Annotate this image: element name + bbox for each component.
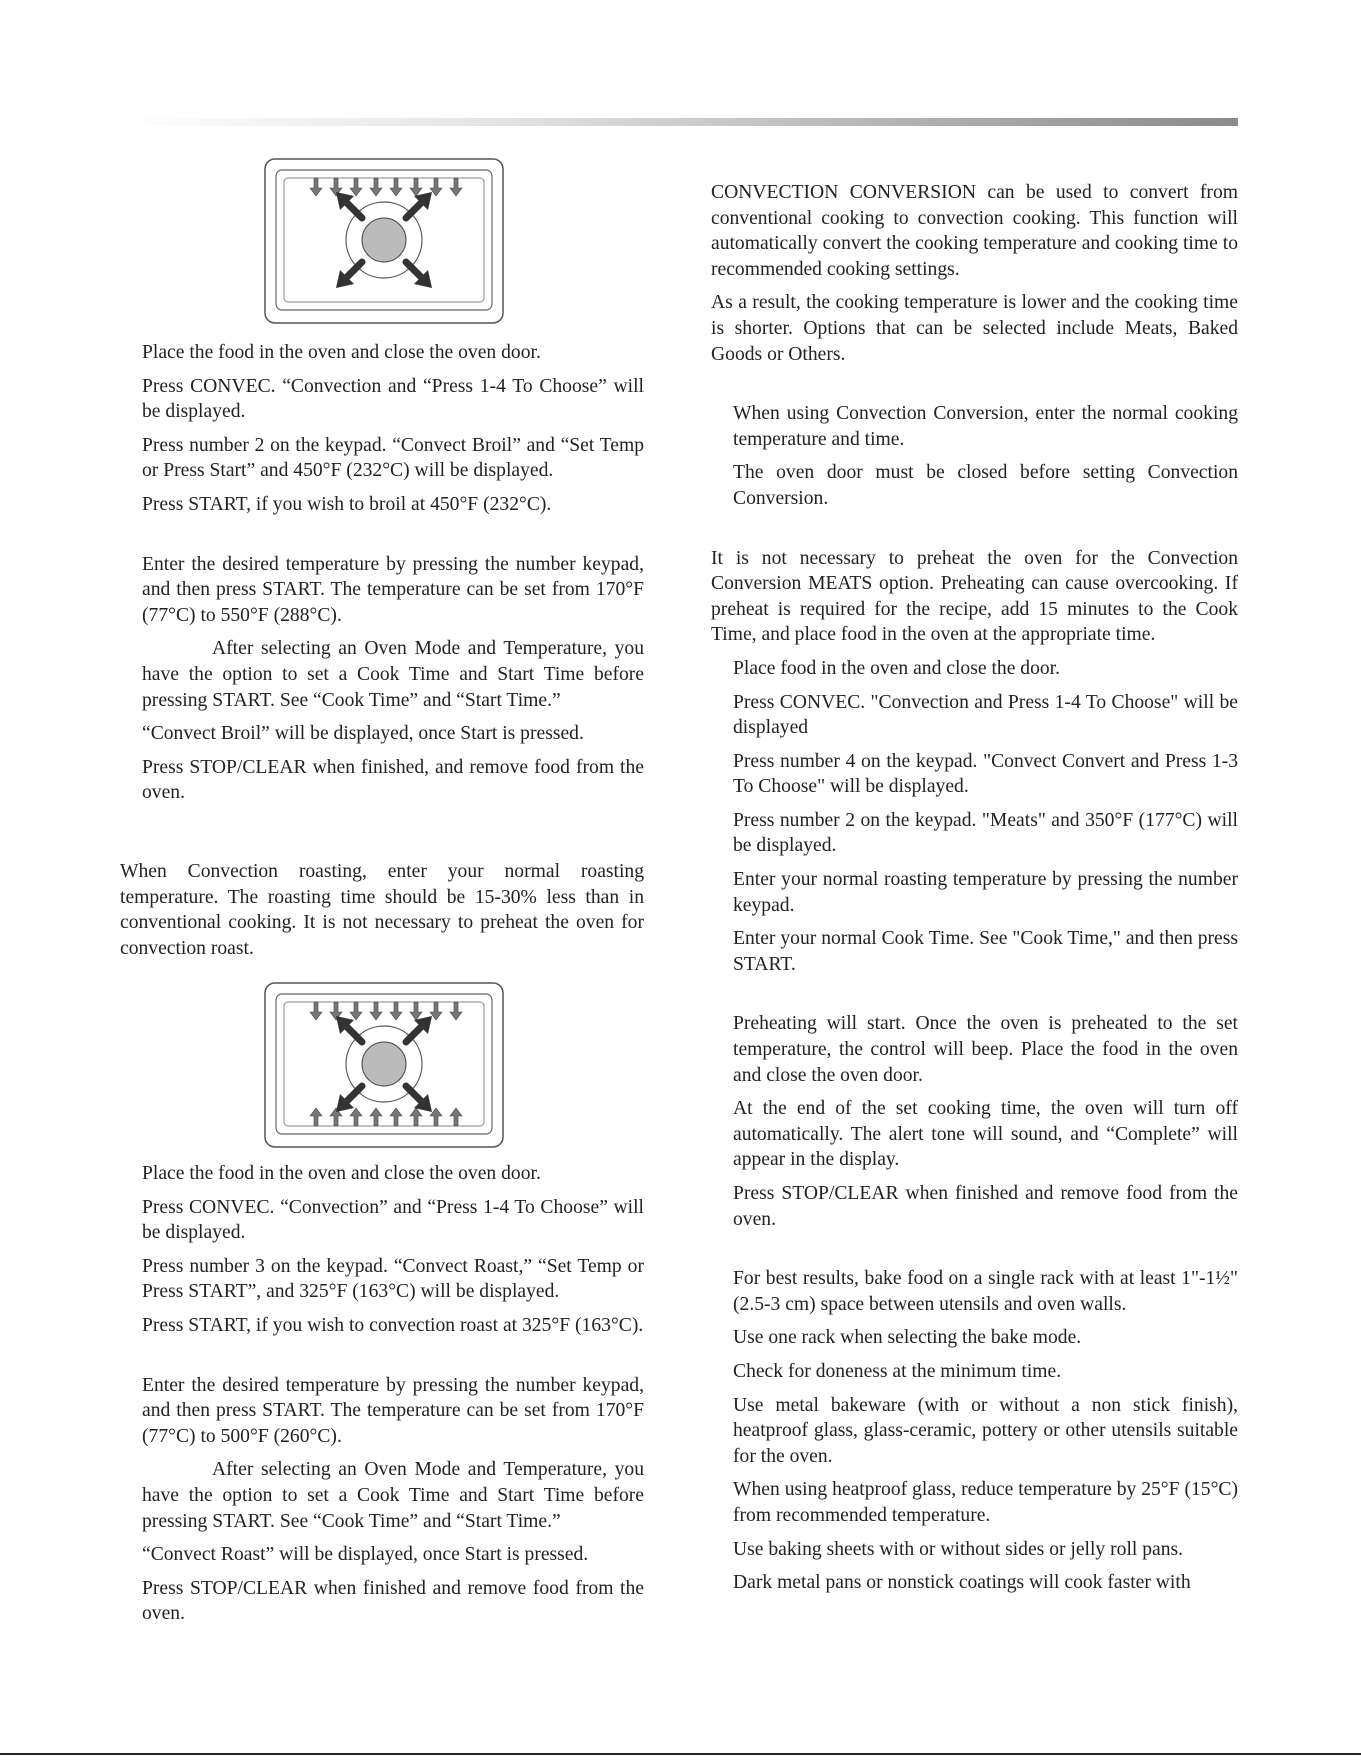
meats-step-2: Press CONVEC. "Convection and Press 1-4 To Choose" will be displayed — [733, 691, 1238, 739]
roast-step-4: Press START, if you wish to convection roast at 325°F (163°C). — [142, 1314, 644, 1336]
roast-step-1: Place the food in the oven and close the oven door. — [142, 1163, 541, 1184]
meats-step-4: Press number 2 on the keypad. "Meats" and 350°F (177°C) will be displayed. — [733, 809, 1238, 857]
roast-step-3: Press number 3 on the keypad. “Convect Roast,” “Set Temp or Press START”, and 325°F (163°C) will be displayed. — [142, 1255, 644, 1303]
conversion-section — [711, 180, 1238, 1604]
roast-step-2: Press CONVEC. “Convection” and “Press 1-4 To Choose” will be displayed. — [142, 1196, 644, 1244]
roast-intro: When Convection roasting, enter your normal roasting temperature. The roasting time should be 15-30% less than in conventional cooking. It is not necessary to preheat the oven for convection roast. — [120, 861, 644, 959]
meats-step-3: Press number 4 on the keypad. "Convect Convert and Press 1-3 To Choose" will be displayed. — [733, 750, 1238, 798]
roast-temperature-text: Enter the desired temperature by pressing the number keypad, and then press START. The temperature can be set from 170°F (77°C) to 500°F (260°C). — [142, 1374, 644, 1447]
roast-after-2: Press STOP/CLEAR when finished and remove food from the oven. — [142, 1577, 644, 1625]
meats-intro: It is not necessary to preheat the oven for the Convection Conversion MEATS option. Preheating can cause overcooking. If preheat is required for the recipe, add 15 minutes to the Cook Time, and place food in the oven at the appropriate time. — [711, 547, 1238, 646]
meats-step-6: Enter your normal Cook Time. See "Cook Time," and then press START. — [733, 928, 1238, 975]
conversion-intro-1: CONVECTION CONVERSION can be used to convert from conventional cooking to convection cooking. This function will automatically convert the cooking temperature and cooking time to recommended cooking settings. — [711, 182, 1238, 280]
broil-section — [120, 340, 644, 814]
tip-5: When using heatproof glass, reduce temperature by 25°F (15°C) from recommended temperature. — [733, 1479, 1238, 1526]
broil-note: After selecting an Oven Mode and Temperature, you have the option to set a Cook Time and Start Time before pressing START. See “Cook Time” and “Start Time.” — [142, 638, 644, 711]
broil-step-4: Press START, if you wish to broil at 450°F (232°C). — [142, 493, 552, 515]
broil-step-2: Press CONVEC. “Convection and “Press 1-4 To Choose” will be displayed. — [142, 375, 644, 423]
preheat-step-3: Press STOP/CLEAR when finished and remove food from the oven. — [733, 1183, 1238, 1230]
tip-4: Use metal bakeware (with or without a non stick finish), heatproof glass, glass-ceramic, pottery or other utensils suitable for the oven. — [733, 1394, 1238, 1467]
roast-intro-section — [120, 859, 644, 969]
conversion-intro-2: As a result, the cooking temperature is lower and the cooking time is shorter. Options that can be selected include Meats, Baked Goods or Others. — [711, 292, 1238, 365]
convection-broil-diagram — [262, 156, 506, 326]
roast-section — [120, 1161, 644, 1635]
tip-2: Use one rack when selecting the bake mode. — [733, 1327, 1082, 1349]
broil-after-1: “Convect Broil” will be displayed, once Start is pressed. — [142, 723, 584, 745]
meats-step-5: Enter your normal roasting temperature by pressing the number keypad. — [733, 869, 1238, 916]
roast-note: After selecting an Oven Mode and Temperature, you have the option to set a Cook Time and Start Time before pressing START. See “Cook Time” and “Start Time.” — [142, 1459, 644, 1532]
meats-step-1: Place food in the oven and close the door. — [733, 657, 1061, 679]
preheat-step-1: Preheating will start. Once the oven is preheated to the set temperature, the control will beep. Place the food in the oven and close the oven door. — [733, 1013, 1238, 1086]
conversion-note-2: The oven door must be closed before setting Convection Conversion. — [733, 462, 1238, 509]
broil-step-3: Press number 2 on the keypad. “Convect Broil” and “Set Temp or Press Start” and 450°F (232°C) will be displayed. — [142, 434, 644, 482]
broil-step-1: Place the food in the oven and close the oven door. — [142, 342, 541, 363]
footer-rule — [0, 1753, 1361, 1755]
preheat-step-2: At the end of the set cooking time, the oven will turn off automatically. The alert tone will sound, and “Complete” will appear in the display. — [733, 1098, 1238, 1171]
tip-6: Use baking sheets with or without sides or jelly roll pans. — [733, 1538, 1184, 1560]
broil-temperature-text: Enter the desired temperature by pressing the number keypad, and then press START. The temperature can be set from 170°F (77°C) to 550°F (288°C). — [142, 553, 644, 626]
convection-roast-diagram — [262, 980, 506, 1150]
tip-3: Check for doneness at the minimum time. — [733, 1360, 1062, 1382]
broil-after-2: Press STOP/CLEAR when finished, and remove food from the oven. — [142, 756, 644, 804]
conversion-note-1: When using Convection Conversion, enter the normal cooking temperature and time. — [733, 403, 1238, 450]
tip-7: Dark metal pans or nonstick coatings will cook faster with — [733, 1572, 1191, 1594]
roast-after-1: “Convect Roast” will be displayed, once Start is pressed. — [142, 1544, 589, 1566]
header-rule — [120, 118, 1238, 126]
tip-1: For best results, bake food on a single rack with at least 1"-1½" (2.5-3 cm) space between utensils and oven walls. — [733, 1268, 1238, 1315]
